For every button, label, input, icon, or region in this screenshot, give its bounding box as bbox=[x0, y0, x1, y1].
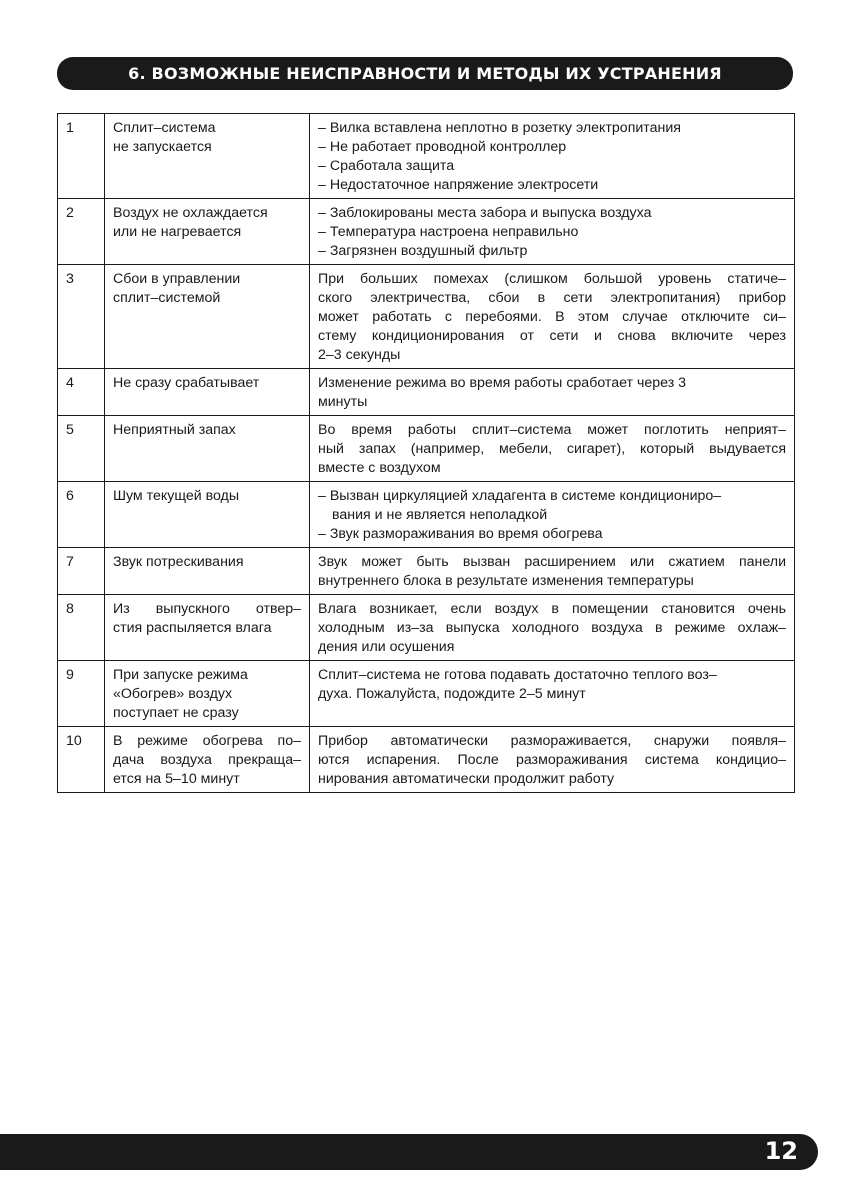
row-number: 10 bbox=[58, 727, 105, 793]
table-row bbox=[58, 595, 795, 661]
solution-line: минуты bbox=[318, 394, 368, 410]
problem-line: При запуске режима bbox=[113, 667, 248, 683]
row-number: 3 bbox=[58, 265, 105, 369]
table-row bbox=[58, 369, 795, 416]
problem-line: Сплит–система bbox=[113, 120, 216, 136]
problem-line: сплит–системой bbox=[113, 290, 221, 306]
problem-cell bbox=[105, 265, 310, 369]
row-number: 8 bbox=[58, 595, 105, 661]
solution-line: Сплит–система не готова подавать достаточно теплого воз– bbox=[318, 667, 717, 683]
problem-cell bbox=[105, 416, 310, 482]
problem-line: стия распыляется влага bbox=[113, 620, 272, 636]
solution-line: При больших помехах (слишком большой уровень статиче– bbox=[318, 271, 786, 287]
problem-cell bbox=[105, 199, 310, 265]
solution-line: может работать с перебоями. В этом случае отключите си– bbox=[318, 309, 786, 325]
solution-cell bbox=[310, 548, 795, 595]
solution-line: вместе с воздухом bbox=[318, 460, 441, 476]
section-title: 6. ВОЗМОЖНЫЕ НЕИСПРАВНОСТИ И МЕТОДЫ ИХ УСТРАНЕНИЯ bbox=[128, 64, 722, 83]
problem-cell bbox=[105, 114, 310, 199]
row-number: 5 bbox=[58, 416, 105, 482]
solution-line: – Вилка вставлена неплотно в розетку электропитания bbox=[318, 120, 681, 136]
row-number: 6 bbox=[58, 482, 105, 548]
problem-line: поступает не сразу bbox=[113, 705, 239, 721]
table-row bbox=[58, 727, 795, 793]
problem-line: Неприятный запах bbox=[113, 422, 236, 438]
solution-line: – Загрязнен воздушный фильтр bbox=[318, 243, 528, 259]
problem-line: В режиме обогрева по– bbox=[113, 733, 301, 749]
solution-cell bbox=[310, 727, 795, 793]
problem-cell bbox=[105, 727, 310, 793]
solution-line: Звук может быть вызван расширением или сжатием панели bbox=[318, 554, 786, 570]
solution-cell bbox=[310, 369, 795, 416]
problem-line: Сбои в управлении bbox=[113, 271, 241, 287]
solution-cell bbox=[310, 199, 795, 265]
solution-line: – Температура настроена неправильно bbox=[318, 224, 579, 240]
problem-cell bbox=[105, 595, 310, 661]
row-number: 2 bbox=[58, 199, 105, 265]
solution-line: нирования автоматически продолжит работу bbox=[318, 771, 615, 787]
problem-line: Воздух не охлаждается bbox=[113, 205, 268, 221]
problem-line: не запускается bbox=[113, 139, 212, 155]
problem-cell bbox=[105, 482, 310, 548]
solution-line: вания и не является неполадкой bbox=[332, 507, 548, 523]
row-number: 7 bbox=[58, 548, 105, 595]
solution-cell bbox=[310, 661, 795, 727]
table-row bbox=[58, 416, 795, 482]
solution-line: – Сработала защита bbox=[318, 158, 455, 174]
solution-line: ный запах (например, мебели, сигарет), который выдувается bbox=[318, 441, 786, 457]
solution-cell bbox=[310, 416, 795, 482]
problem-line: Звук потрескивания bbox=[113, 554, 244, 570]
solution-cell bbox=[310, 595, 795, 661]
solution-cell bbox=[310, 482, 795, 548]
solution-line: ются испарения. После размораживания система кондицио– bbox=[318, 752, 786, 768]
solution-line: – Заблокированы места забора и выпуска воздуха bbox=[318, 205, 652, 221]
problem-line: Не сразу срабатывает bbox=[113, 375, 260, 391]
problem-line: Шум текущей воды bbox=[113, 488, 240, 504]
table-row bbox=[58, 199, 795, 265]
solution-line: Влага возникает, если воздух в помещении становится очень bbox=[318, 601, 786, 617]
problem-line: дача воздуха прекраща– bbox=[113, 752, 301, 768]
solution-line: – Звук размораживания во время обогрева bbox=[318, 526, 603, 542]
solution-line: – Не работает проводной контроллер bbox=[318, 139, 567, 155]
row-number: 9 bbox=[58, 661, 105, 727]
problem-cell bbox=[105, 369, 310, 416]
table-row bbox=[58, 482, 795, 548]
table-row bbox=[58, 265, 795, 369]
solution-line: Во время работы сплит–система может поглотить неприят– bbox=[318, 422, 786, 438]
solution-cell bbox=[310, 265, 795, 369]
solution-line: ского электричества, сбои в сети электропитания) прибор bbox=[318, 290, 786, 306]
problem-line: Из выпускного отвер– bbox=[113, 601, 301, 617]
row-number: 4 bbox=[58, 369, 105, 416]
problem-cell bbox=[105, 548, 310, 595]
solution-line: – Недостаточное напряжение электросети bbox=[318, 177, 599, 193]
problem-cell bbox=[105, 661, 310, 727]
row-number: 1 bbox=[58, 114, 105, 199]
table-row bbox=[58, 548, 795, 595]
problem-line: или не нагревается bbox=[113, 224, 242, 240]
solution-line: внутреннего блока в результате изменения температуры bbox=[318, 573, 694, 589]
section-header bbox=[57, 57, 793, 90]
solution-cell bbox=[310, 114, 795, 199]
table-row bbox=[58, 661, 795, 727]
problem-line: «Обогрев» воздух bbox=[113, 686, 233, 702]
troubleshooting-table bbox=[57, 113, 795, 793]
solution-line: – Вызван циркуляцией хладагента в системе кондициониро– bbox=[318, 488, 722, 504]
solution-line: холодным из–за выпуска холодного воздуха в режиме охлаж– bbox=[318, 620, 786, 636]
solution-line: Изменение режима во время работы сработает через 3 bbox=[318, 375, 687, 391]
page-number: 12 bbox=[764, 1137, 798, 1165]
solution-line: дения или осушения bbox=[318, 639, 455, 655]
solution-line: стему кондиционирования от сети и снова включите через bbox=[318, 328, 786, 344]
table-row bbox=[58, 114, 795, 199]
solution-line: Прибор автоматически размораживается, снаружи появля– bbox=[318, 733, 786, 749]
solution-line: духа. Пожалуйста, подождите 2–5 минут bbox=[318, 686, 586, 702]
solution-line: 2–3 секунды bbox=[318, 347, 401, 363]
footer-bar bbox=[0, 1134, 818, 1170]
problem-line: ется на 5–10 минут bbox=[113, 771, 240, 787]
